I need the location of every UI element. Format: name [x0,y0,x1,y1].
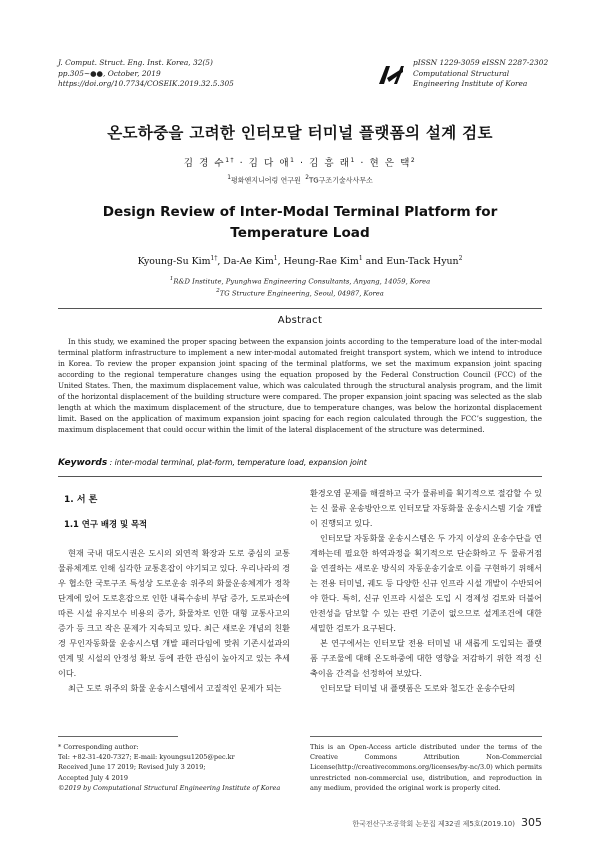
pages-line: pp.305~●●, October, 2019 [58,68,161,78]
keywords-list: inter-modal terminal, plat-form, temperature load, expansion joint [114,458,367,467]
footer-journal: 한국전산구조공학회 논문집 제32권 제5호(2019.10) [352,820,515,828]
society-line-1: Computational Structural [413,68,510,78]
affiliation-korean: $^1$평화엔지니어링 연구원 $^2$TG구조기술사사무소 [227,175,373,185]
section-heading-intro: 1. 서 론 [64,495,98,505]
issn-block [413,58,548,90]
keywords: Keywords : inter-modal terminal, plat-form, temperature load, expansion joint [58,458,367,468]
title-english-line-1: Design Review of Inter-Modal Terminal Platform for [102,204,498,220]
journal-line: J. Comput. Struct. Eng. Inst. Korea, 32(5) [58,58,213,67]
footnote-line: Received June 17 2019; Revised July 3 2019; [58,763,206,772]
page-number: 305 [521,816,542,829]
subsection-heading-background: 1.1 연구 배경 및 목적 [64,519,148,529]
paragraph: 최근 도로 위주의 화물 운송시스템에서 고질적인 문제가 되는 [68,683,282,693]
issn-line: pISSN 1229-3059 eISSN 2287-2302 [413,58,549,67]
footnote-line: * Corresponding author: [58,743,139,751]
keywords-label: Keywords [58,458,108,468]
authors-english: Kyoung-Su Kim$^{1\dagger}$, Da-Ae Kim$^1$, Heung-Rae Kim$^1$ and Eun-Tack Hyun$^2$ [137,255,463,268]
paragraph: 현재 국내 대도시권은 도시의 외연적 확장과 도로 중심의 교통물류체계로 인해 심각한 교통혼잡이 야기되고 있다. 우리나라의 경우 협소한 국토구조 특성상 도로운송 위주의 화물운송체계가 정착단계에 있어 도로혼잡으로 인한 내륙수송비 부담 증가, 도로파손에 따른 시설 유지보수 비용의 증가, 화물차로 인한 대형 교통사고의 증가 등 크고 작은 문제가 지속되고 있다. 최근 새로운 개념의 친환경 무인자동화물 운송시스템 개발 패러다임에 맞춰 기존시설과의 연계 및 시설의 안정성 확보 등에 관한 관심이 높아지고 있는 추세이다. [58,548,290,678]
abstract-text: In this study, we examined the proper spacing between the expansion joints according to the temperature load of the inter-modal terminal platform infrastructure to implement a new inter-modal automated freight transport system, which we intend to introduce in Korea. To review the proper expansion joint spacing of the terminal platforms, we set the maximum expansion joint spacing according to the regional temperature changes using the equation proposed by the Federal Construction Council (FCC) of the United States. Then, the maximum displacement value, which was calculated through the structural analysis program, and the limit of the horizontal displacement of the building structure were compared. The proper expansion joint spacing was selected as the slab length at which the maximum displacement of the structure, due to temperature changes, was below the horizontal displacement limit. Based on the application of maximum expansion joint spacing for each region calculated through the FCC’s suggestion, the maximum displacement that could occur within the limit of the lateral displacement of the structure was determined. [58,337,542,434]
footnote-line: Accepted July 4 2019 [58,773,129,782]
footnote-rule-right [310,736,542,737]
footnote-line: Tel: +82-31-420-7327; E-mail: kyoungsu1205@pec.kr [58,753,235,762]
abstract-top-rule [58,308,542,309]
abstract-heading: Abstract [277,315,323,326]
paragraph: 인터모달 터미널 내 플랫폼은 도로와 철도간 운송수단의 [320,683,516,693]
license-footnote: This is an Open-Access article distributed under the terms of the Creative Commons Attribution Non-Commercial License(http://creativecommons.org/licenses/by-nc/3.0) which permits unrestricted non-commercial use, distribution, and reproduction in any medium, provided the original work is properly cited. [310,743,542,792]
intro-right-column [310,486,542,696]
journal-citation [58,58,234,90]
title-english [0,202,600,244]
footnote-rule-left [58,736,178,737]
title-english-line-2: Temperature Load [230,225,370,241]
intro-left-column [58,546,290,696]
title-korean: 온도하중을 고려한 인터모달 터미널 플랫폼의 설계 검토 [107,124,493,142]
affiliation-english: $^1$R&D Institute, Pyunghwa Engineering Consultants, Anyang, 14059, Korea $^2$TG Structure Engineering, Seoul, 04987, Korea [169,276,431,298]
journal-logo-icon [377,64,405,86]
paragraph: 인터모달 자동화물 운송시스템은 두 가지 이상의 운송수단을 연계하는데 필요한 하역과정을 획기적으로 단순화하고 두 물류거점을 연결하는 새로운 방식의 자동운송기술로 이를 구현하기 위해서는 전용 터미널, 궤도 등 다양한 신규 인프라 시설 개발이 수반되어야 한다. 특히, 신규 인프라 시설은 도입 시 경제성 검토와 더불어 안전성을 담보할 수 있는 관련 기준이 없으므로 설계조건에 대한 세밀한 검토가 요구된다. [310,533,542,633]
abstract-bottom-rule [58,476,542,477]
footnote-line: ©2019 by Computational Structural Engineering Institute of Korea [58,783,281,792]
paragraph: 환경오염 문제를 해결하고 국가 물류비를 획기적으로 절감할 수 있는 신 물류 운송방안으로 인터모달 자동화물 운송시스템 기술 개발이 진행되고 있다. [310,488,542,528]
abstract-body [58,336,542,435]
doi-link[interactable]: https://doi.org/10.7734/COSEIK.2019.32.5.305 [58,79,234,89]
society-line-2: Engineering Institute of Korea [413,79,528,89]
authors-korean: 김 경 수$^{1\dagger}$ · 김 다 애$^1$ · 김 흥 래$^1$ · 현 은 택$^2$ [183,156,417,169]
paragraph: 본 연구에서는 인터모달 전용 터미널 내 새롭게 도입되는 플랫폼 구조물에 대해 온도하중에 대한 영향을 저감하기 위한 적정 신축이음 간격을 선정하여 보았다. [310,638,542,678]
corresponding-author-footnote [58,742,290,793]
page-footer [290,816,542,829]
